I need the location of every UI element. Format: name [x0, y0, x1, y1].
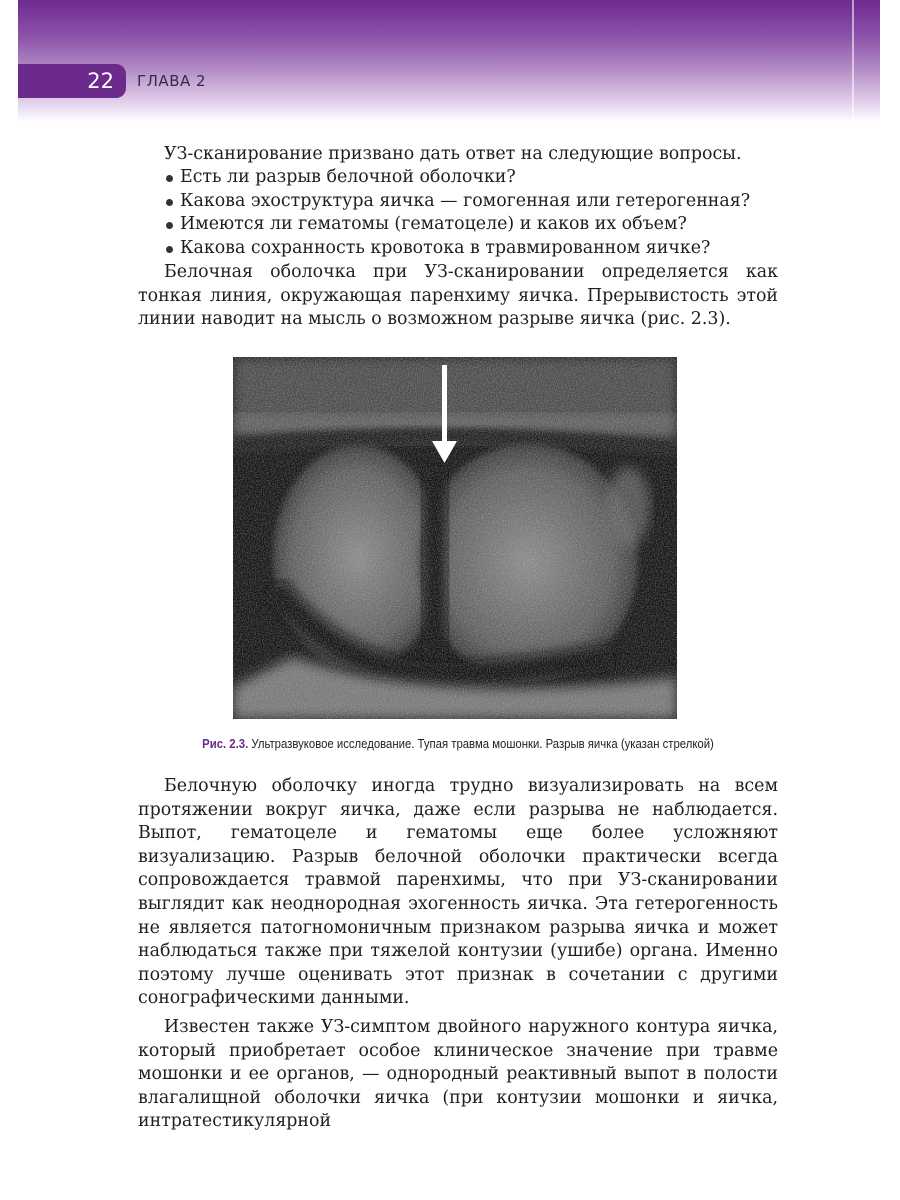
intro-paragraph: УЗ-сканирование призвано дать ответ на следующие вопросы. — [164, 144, 742, 164]
paragraph-tunica-albuginea: Белочная оболочка при УЗ-сканировании определяется как тонкая линия, окружающая паренхиму яичка. Прерывистость этой линии наводит на мысль о возможном разрыве яичка (рис. 2.3). — [138, 262, 778, 330]
question-list — [164, 166, 784, 260]
list-item: Имеются ли гематомы (гематоцеле) и каков их объем? — [164, 213, 784, 237]
page-number: 22 — [87, 69, 114, 93]
page-number-tab — [18, 64, 126, 98]
ultrasound-figure — [233, 357, 677, 719]
paragraph-double-contour: Известен также УЗ-симптом двойного наружного контура яичка, который приобретает особое клиническое значение при травме мошонки и ее органов, — однородный реактивный выпот в полости влагалищной оболочки яичка (при контузии мошонки и яичка, интратестикулярной — [138, 1017, 778, 1132]
header-divider — [852, 0, 854, 122]
list-item: Есть ли разрыв белочной оболочки? — [164, 166, 784, 190]
paragraph-visualization: Белочную оболочку иногда трудно визуализировать на всем протяжении вокруг яичка, даже если разрыва не наблюдается. Выпот, гематоцеле и гематомы еще более усложняют визуализацию. Разрыв белочной оболочки практически всегда сопровождается травмой паренхимы, что при УЗ-сканировании выглядит как неоднородная эхогенность яичка. Эта гетерогенность не является патогномоничным признаком разрыва яичка и может наблюдаться также при тяжелой контузии (ушибе) органа. Именно поэтому лучше оценивать этот признак в сочетании с другими сонографическими данными. — [138, 776, 778, 1009]
ultrasound-image — [233, 357, 677, 719]
chapter-title: ГЛАВА 2 — [137, 72, 207, 90]
figure-caption-text: Ультразвуковое исследование. Тупая травма мошонки. Разрыв яичка (указан стрелкой) — [251, 736, 714, 751]
list-item: Какова сохранность кровотока в травмированном яичке? — [164, 237, 784, 261]
figure-caption — [183, 736, 733, 751]
figure-label: Рис. 2.3. — [202, 736, 249, 751]
list-item: Какова эхоструктура яичка — гомогенная или гетерогенная? — [164, 190, 784, 214]
chapter-header-band — [18, 0, 880, 122]
